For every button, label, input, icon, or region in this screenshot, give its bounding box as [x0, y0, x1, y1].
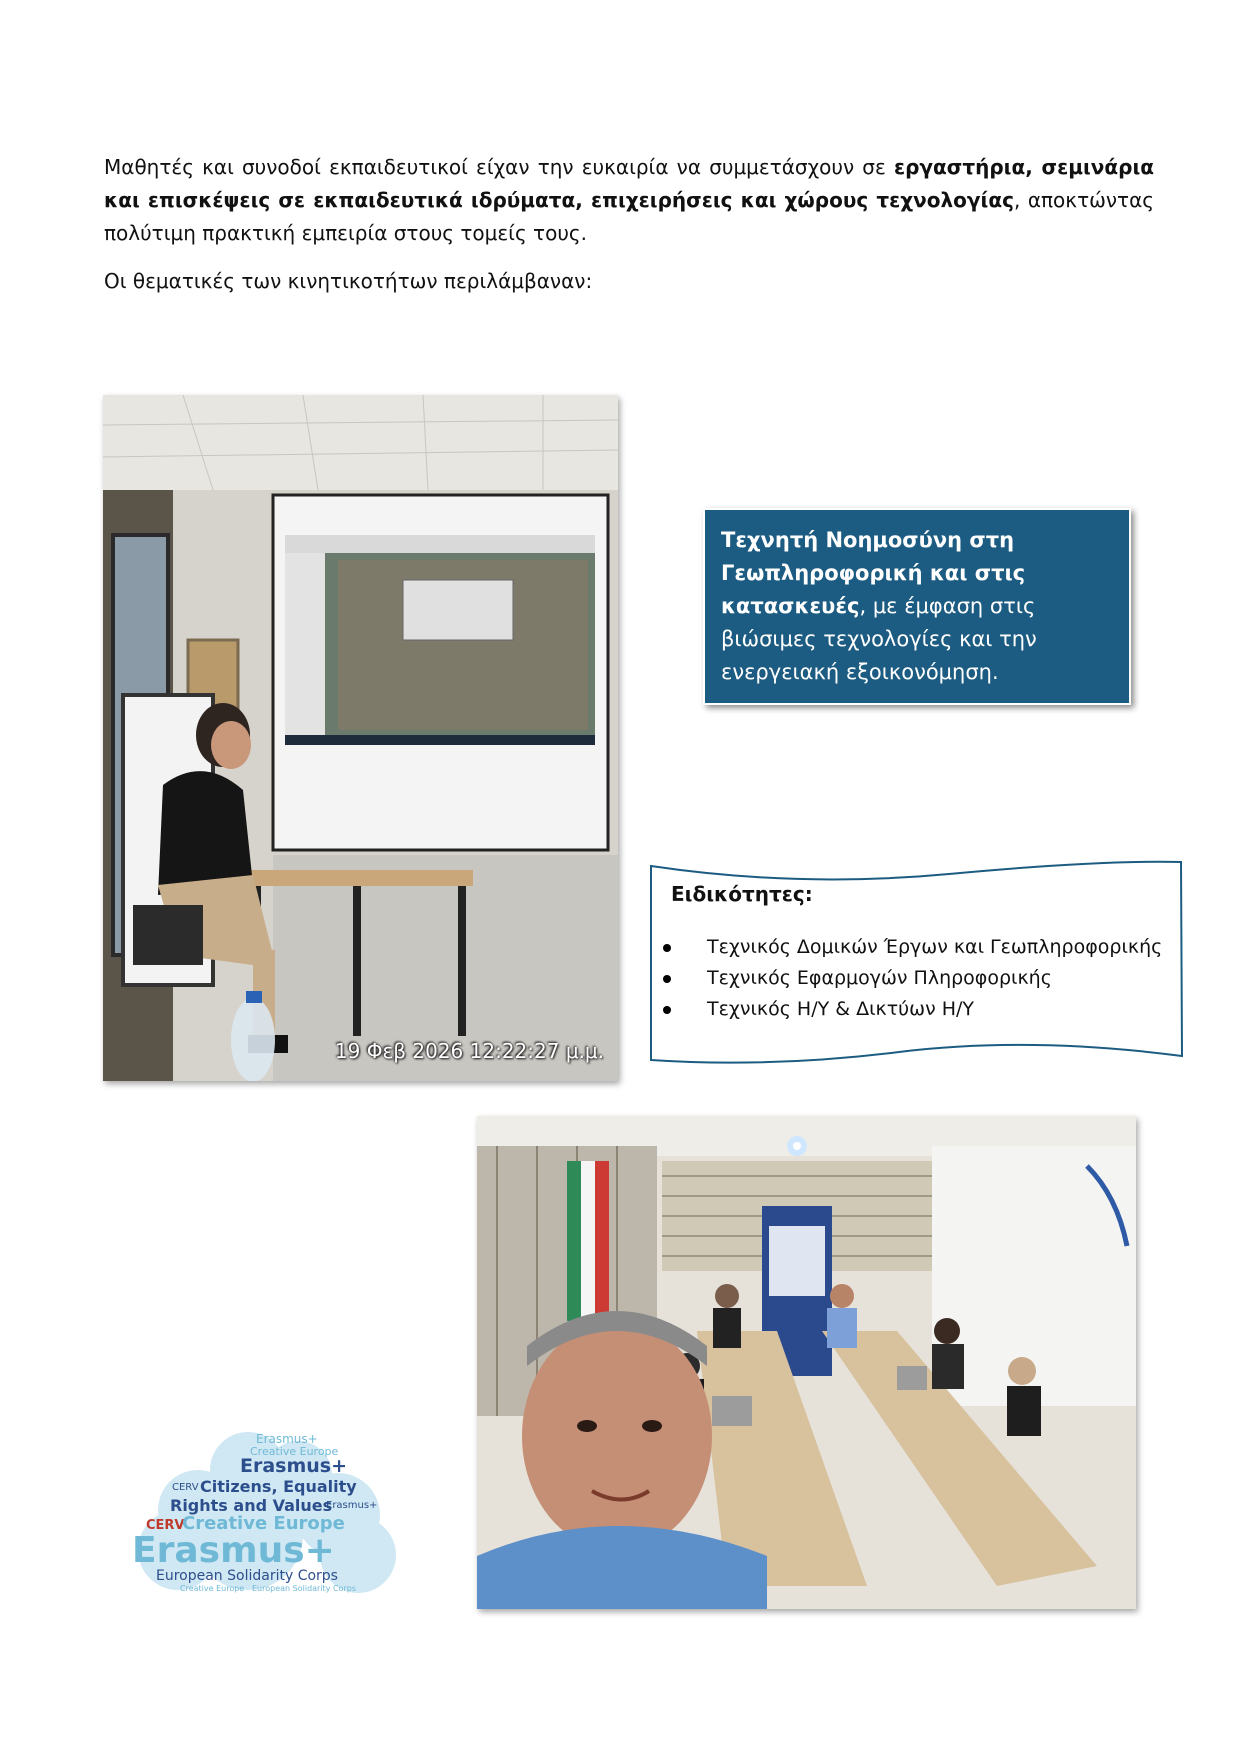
intro-text-1: Μαθητές και συνοδοί εκπαιδευτικοί είχαν την ευκαιρία να συμμετάσχουν σε	[104, 155, 894, 179]
topics-intro: Οι θεματικές των κινητικοτήτων περιλάμβαναν:	[104, 269, 593, 293]
list-item: Τεχνικός Η/Υ & Δικτύων Η/Υ	[663, 994, 1162, 1025]
ai-callout-bold: Τεχνητή Νοημοσύνη στη Γεωπληροφορική και στις κατασκευές	[721, 528, 1026, 618]
logo-line-6a: CERV	[146, 1518, 185, 1533]
specialties-title: Ειδικότητες:	[671, 882, 813, 906]
logo-line-7: Erasmus+	[132, 1530, 335, 1571]
logo-line-5b: Erasmus+	[326, 1500, 378, 1511]
logo-line-9a: Creative Europe	[180, 1584, 245, 1593]
classroom-projector-photo	[103, 395, 618, 1081]
list-item: Τεχνικός Δομικών Έργων και Γεωπληροφορικής	[663, 932, 1162, 963]
group-selfie-photo	[477, 1116, 1136, 1609]
logo-line-9b: European Solidarity Corps	[252, 1584, 356, 1593]
specialties-box	[649, 860, 1184, 1065]
erasmus-programmes-logo	[128, 1430, 404, 1596]
logo-line-5a: Rights and Values	[170, 1496, 333, 1515]
logo-line-2: Creative Europe	[250, 1445, 339, 1458]
logo-line-6b: Creative Europe	[182, 1513, 345, 1534]
ai-geoinformatics-callout	[703, 508, 1131, 705]
ai-callout-text: , με έμφαση στις βιώσιμες τεχνολογίες και την ενεργειακή εξοικονόμηση.	[721, 594, 1037, 684]
photo-timestamp: 19 Φεβ 2026 12:22:27 μ.μ.	[334, 1039, 604, 1063]
intro-bold-text: εργαστήρια, σεμινάρια και επισκέψεις σε εκπαιδευτικά ιδρύματα, επιχειρήσεις και χώρους τεχνολογίας	[104, 155, 1154, 212]
logo-line-8: European Solidarity Corps	[156, 1568, 338, 1584]
classroom-scene	[103, 395, 618, 1081]
intro-paragraph	[104, 151, 1154, 250]
meeting-room-scene	[477, 1116, 1136, 1609]
logo-line-4a: CERV	[172, 1482, 199, 1493]
intro-text-2: , αποκτώντας πολύτιμη πρακτική εμπειρία στους τομείς τους.	[104, 188, 1155, 245]
logo-line-4b: Citizens, Equality	[200, 1477, 357, 1496]
list-item: Τεχνικός Εφαρμογών Πληροφορικής	[663, 963, 1162, 994]
logo-line-1: Erasmus+	[256, 1432, 318, 1446]
logo-line-3: Erasmus+	[240, 1455, 348, 1477]
specialties-list	[663, 932, 1162, 1025]
